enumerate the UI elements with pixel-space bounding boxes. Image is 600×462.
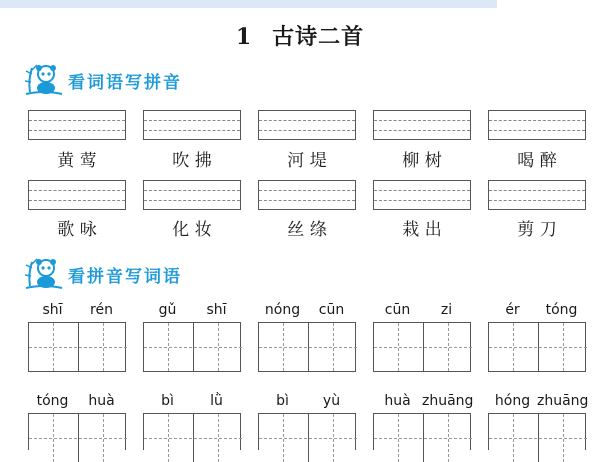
pinyin-prompt xyxy=(488,393,589,411)
pinyin-syllable: zhuāng xyxy=(422,393,474,409)
pinyin-prompt xyxy=(143,302,241,320)
pinyin-prompt xyxy=(258,393,356,411)
character-writing-grid[interactable] xyxy=(28,322,126,372)
chinese-word: 黄 莺 xyxy=(57,151,97,171)
pinyin-syllable: zi xyxy=(440,302,453,318)
character-writing-grid[interactable] xyxy=(143,322,241,372)
pinyin-syllable: rén xyxy=(90,302,113,318)
pinyin-syllable: cūn xyxy=(384,302,411,318)
panda-bamboo-icon xyxy=(24,256,64,290)
chinese-word: 剪 刀 xyxy=(517,220,557,240)
pinyin-syllable: ér xyxy=(505,302,520,318)
section-title: 看拼音写词语 xyxy=(68,267,182,287)
chinese-word: 栽 出 xyxy=(402,220,442,240)
character-writing-grid[interactable] xyxy=(488,322,586,372)
pinyin-answer-box[interactable] xyxy=(143,180,241,210)
pinyin-prompt xyxy=(143,393,241,411)
pinyin-syllable: zhuāng xyxy=(537,393,589,409)
pinyin-syllable: shī xyxy=(42,302,63,318)
chinese-word: 河 堤 xyxy=(287,151,327,171)
pinyin-syllable: yù xyxy=(322,393,341,409)
pinyin-answer-box[interactable] xyxy=(143,110,241,140)
chinese-word: 丝 绦 xyxy=(287,220,327,240)
pinyin-prompt xyxy=(28,302,126,320)
pinyin-prompt xyxy=(373,302,471,320)
pinyin-answer-box[interactable] xyxy=(373,180,471,210)
pinyin-answer-box[interactable] xyxy=(488,180,586,210)
section-title: 看词语写拼音 xyxy=(68,73,182,93)
lesson-number: 1 xyxy=(235,24,253,50)
pinyin-answer-box[interactable] xyxy=(28,110,126,140)
pinyin-syllable: nóng xyxy=(264,302,301,318)
pinyin-prompt xyxy=(28,393,126,411)
chinese-word: 歌 咏 xyxy=(57,220,97,240)
pinyin-answer-box[interactable] xyxy=(488,110,586,140)
character-writing-grid[interactable] xyxy=(143,413,241,450)
pinyin-syllable: lǜ xyxy=(210,393,223,409)
pinyin-syllable: cūn xyxy=(318,302,345,318)
pinyin-answer-box[interactable] xyxy=(258,180,356,210)
pinyin-syllable: huà xyxy=(384,393,411,409)
character-writing-grid[interactable] xyxy=(373,413,471,450)
panda-bamboo-icon xyxy=(24,62,64,96)
pinyin-syllable: hóng xyxy=(494,393,531,409)
chinese-word: 化 妆 xyxy=(172,220,212,240)
pinyin-answer-box[interactable] xyxy=(373,110,471,140)
top-banner-strip xyxy=(0,0,497,8)
pinyin-prompt xyxy=(258,302,356,320)
character-writing-grid[interactable] xyxy=(258,322,356,372)
pinyin-prompt xyxy=(373,393,474,411)
character-writing-grid[interactable] xyxy=(488,413,586,450)
pinyin-syllable: tóng xyxy=(545,302,578,318)
pinyin-syllable: huà xyxy=(88,393,115,409)
pinyin-syllable: tóng xyxy=(36,393,69,409)
lesson-title-text: 古诗二首 xyxy=(272,24,365,50)
pinyin-answer-box[interactable] xyxy=(258,110,356,140)
chinese-word: 吹 拂 xyxy=(172,151,212,171)
pinyin-syllable: shī xyxy=(206,302,227,318)
pinyin-syllable: bì xyxy=(161,393,174,409)
lesson-title xyxy=(0,20,600,51)
pinyin-prompt xyxy=(488,302,586,320)
character-writing-grid[interactable] xyxy=(258,413,356,450)
pinyin-syllable: gǔ xyxy=(158,302,177,318)
character-writing-grid[interactable] xyxy=(373,322,471,372)
character-writing-grid[interactable] xyxy=(28,413,126,450)
pinyin-syllable: bì xyxy=(276,393,289,409)
chinese-word: 喝 醉 xyxy=(517,151,557,171)
pinyin-answer-box[interactable] xyxy=(28,180,126,210)
chinese-word: 柳 树 xyxy=(402,151,442,171)
